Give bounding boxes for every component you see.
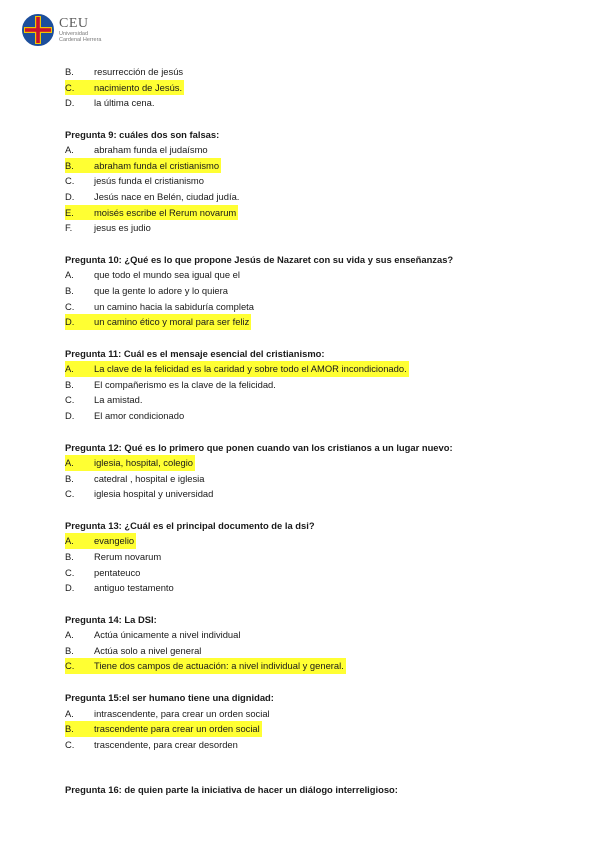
answer-option <box>65 220 535 236</box>
option-text: antiguo testamento <box>94 582 174 594</box>
question-title <box>65 690 535 706</box>
option-text: trascendente, para crear desorden <box>94 738 238 750</box>
option-letter: C. <box>65 660 75 672</box>
question-block <box>65 252 535 330</box>
logo-subtitle-1: Universidad <box>59 30 89 37</box>
answer-option <box>65 471 535 487</box>
quiz-content <box>65 64 535 798</box>
option-text: iglesia hospital y universidad <box>94 488 214 500</box>
highlighted-answer <box>65 80 184 96</box>
answer-line <box>65 486 215 502</box>
question-number: Pregunta 11 <box>65 347 119 359</box>
option-letter: C. <box>65 488 75 500</box>
option-letter: B. <box>65 159 74 171</box>
option-text: La clave de la felicidad es la caridad y sobre todo el AMOR incondicionado. <box>94 363 407 375</box>
option-text: catedral , hospital e iglesia <box>94 472 205 484</box>
answer-option <box>65 173 535 189</box>
answer-option <box>65 392 535 408</box>
option-text: que todo el mundo sea igual que el <box>94 269 240 281</box>
highlighted-answer <box>65 455 195 471</box>
option-text: intrascendente, para crear un orden social <box>94 707 270 719</box>
option-letter: B. <box>65 644 74 656</box>
highlighted-answer <box>65 314 251 330</box>
option-text: Rerum novarum <box>94 550 162 562</box>
ceu-logo <box>22 14 102 46</box>
option-letter: B. <box>65 550 74 562</box>
option-letter: A. <box>65 144 74 156</box>
answer-option <box>65 737 535 753</box>
option-letter: B. <box>65 284 74 296</box>
option-text: jesús funda el cristianismo <box>94 175 204 187</box>
question-block <box>65 612 535 674</box>
option-text: Tiene dos campos de actuación: a nivel individual y general. <box>94 660 344 672</box>
answer-option <box>65 706 535 722</box>
option-text: nacimiento de Jesús. <box>94 81 183 93</box>
question-title <box>65 440 535 456</box>
question-text: : Cuál es el mensaje esencial del cristianismo: <box>118 347 325 359</box>
answer-option <box>65 377 535 393</box>
answer-option <box>65 95 535 111</box>
answer-option <box>65 189 535 205</box>
answer-line <box>65 299 256 315</box>
answer-line <box>65 189 241 205</box>
option-letter: D. <box>65 410 75 421</box>
question-title <box>65 782 535 798</box>
option-text: resurrección de jesús <box>94 66 184 77</box>
option-letter: C. <box>65 738 75 750</box>
answer-option <box>65 643 535 659</box>
answer-option <box>65 486 535 502</box>
option-letter: D. <box>65 316 75 328</box>
question-text: :el ser humano tiene una dignidad: <box>118 692 274 704</box>
question-title <box>65 252 535 268</box>
logo-subtitle-2: Cardenal Herrera <box>59 37 102 43</box>
question-text: : ¿Cuál es el principal documento de la dsi? <box>118 519 315 531</box>
option-letter: B. <box>65 378 74 390</box>
answer-option <box>65 142 535 158</box>
option-text: Actúa únicamente a nivel individual <box>94 629 241 641</box>
answer-option <box>65 627 535 643</box>
ceu-cross-icon <box>22 14 54 46</box>
option-text: jesus es judio <box>94 222 151 234</box>
answer-line <box>65 142 210 158</box>
answer-option <box>65 455 535 471</box>
answer-line <box>65 580 176 596</box>
option-text: El compañerismo es la clave de la felicidad. <box>94 378 276 390</box>
answer-line <box>65 643 203 659</box>
option-letter: F. <box>65 222 73 234</box>
question-block <box>65 440 535 502</box>
option-letter: A. <box>65 363 74 375</box>
option-text: trascendente para crear un orden social <box>94 723 260 735</box>
option-letter: C. <box>65 175 75 187</box>
question-number: Pregunta 14 <box>65 613 119 625</box>
answer-line <box>65 706 272 722</box>
question-number: Pregunta 15 <box>65 692 119 704</box>
question-number: Pregunta 10 <box>65 253 119 265</box>
question-block <box>65 518 535 596</box>
question-text: : Qué es lo primero que ponen cuando van los cristianos a un lugar nuevo: <box>118 441 453 453</box>
question-number: Pregunta 13 <box>65 519 119 531</box>
answer-option <box>65 549 535 565</box>
question-text: : ¿Qué es lo que propone Jesús de Nazaret con su vida y sus enseñanzas? <box>118 253 454 265</box>
option-letter: A. <box>65 707 74 719</box>
option-letter: D. <box>65 97 75 109</box>
answer-option <box>65 314 535 330</box>
question-title <box>65 518 535 534</box>
question-text: : La DSI: <box>118 613 157 625</box>
answer-line <box>65 627 242 643</box>
logo-title: CEU <box>59 15 89 31</box>
option-letter: E. <box>65 206 74 218</box>
answer-line <box>65 392 144 408</box>
answer-line <box>65 283 230 299</box>
answer-line <box>65 64 185 80</box>
question-block <box>65 127 535 236</box>
highlighted-answer <box>65 205 238 221</box>
option-letter: C. <box>65 566 75 578</box>
question-number: Pregunta 12 <box>65 441 119 453</box>
question-text: : cuáles dos son falsas: <box>113 128 220 140</box>
answer-line <box>65 471 206 487</box>
answer-line <box>65 549 163 565</box>
answer-option <box>65 283 535 299</box>
question-text: : de quien parte la iniciativa de hacer un diálogo interreligioso: <box>118 784 398 796</box>
answer-option <box>65 580 535 596</box>
option-text: El amor condicionado <box>94 410 185 421</box>
option-letter: A. <box>65 535 74 547</box>
option-letter: C. <box>65 300 75 312</box>
answer-option <box>65 158 535 174</box>
highlighted-answer <box>65 158 221 174</box>
answer-option <box>65 299 535 315</box>
option-letter: A. <box>65 457 74 469</box>
question-title <box>65 346 535 362</box>
answer-option <box>65 64 535 80</box>
option-text: moisés escribe el Rerum novarum <box>94 206 237 218</box>
option-text: pentateuco <box>94 566 141 578</box>
question-block <box>65 690 535 752</box>
highlighted-answer <box>65 361 409 377</box>
answer-option <box>65 533 535 549</box>
question-block <box>65 64 535 111</box>
answer-option <box>65 80 535 96</box>
question-block <box>65 782 535 798</box>
question-number: Pregunta 9 <box>65 128 114 140</box>
question-title <box>65 612 535 628</box>
option-letter: D. <box>65 191 75 203</box>
option-text: abraham funda el judaísmo <box>94 144 208 156</box>
option-letter: C. <box>65 394 75 406</box>
answer-option <box>65 658 535 674</box>
question-number: Pregunta 16 <box>65 784 119 796</box>
answer-line <box>65 173 206 189</box>
answer-option <box>65 361 535 377</box>
option-letter: B. <box>65 472 74 484</box>
answer-line <box>65 95 156 111</box>
answer-line <box>65 565 142 581</box>
answer-line <box>65 220 153 236</box>
option-text: un camino ético y moral para ser feliz <box>94 316 250 328</box>
highlighted-answer <box>65 533 136 549</box>
option-letter: B. <box>65 723 74 735</box>
option-letter: C. <box>65 81 75 93</box>
option-text: La amistad. <box>94 394 143 406</box>
answer-option <box>65 267 535 283</box>
option-text: la última cena. <box>94 97 155 109</box>
option-letter: A. <box>65 269 74 281</box>
option-text: iglesia, hospital, colegio <box>94 457 194 469</box>
highlighted-answer <box>65 658 346 674</box>
option-text: Actúa solo a nivel general <box>94 644 202 656</box>
answer-line <box>65 737 240 753</box>
option-text: un camino hacia la sabiduría completa <box>94 300 254 312</box>
answer-line <box>65 408 186 424</box>
option-text: abraham funda el cristianismo <box>94 159 220 171</box>
question-block <box>65 346 535 424</box>
answer-option <box>65 721 535 737</box>
option-letter: D. <box>65 582 75 594</box>
answer-option <box>65 408 535 424</box>
answer-line <box>65 377 278 393</box>
option-text: Jesús nace en Belén, ciudad judía. <box>94 191 240 203</box>
answer-option <box>65 565 535 581</box>
option-text: que la gente lo adore y lo quiera <box>94 284 228 296</box>
option-text: evangelio <box>94 535 135 547</box>
option-letter: B. <box>65 66 74 77</box>
answer-option <box>65 205 535 221</box>
option-letter: A. <box>65 629 74 641</box>
highlighted-answer <box>65 721 262 737</box>
question-title <box>65 127 535 143</box>
answer-line <box>65 267 242 283</box>
